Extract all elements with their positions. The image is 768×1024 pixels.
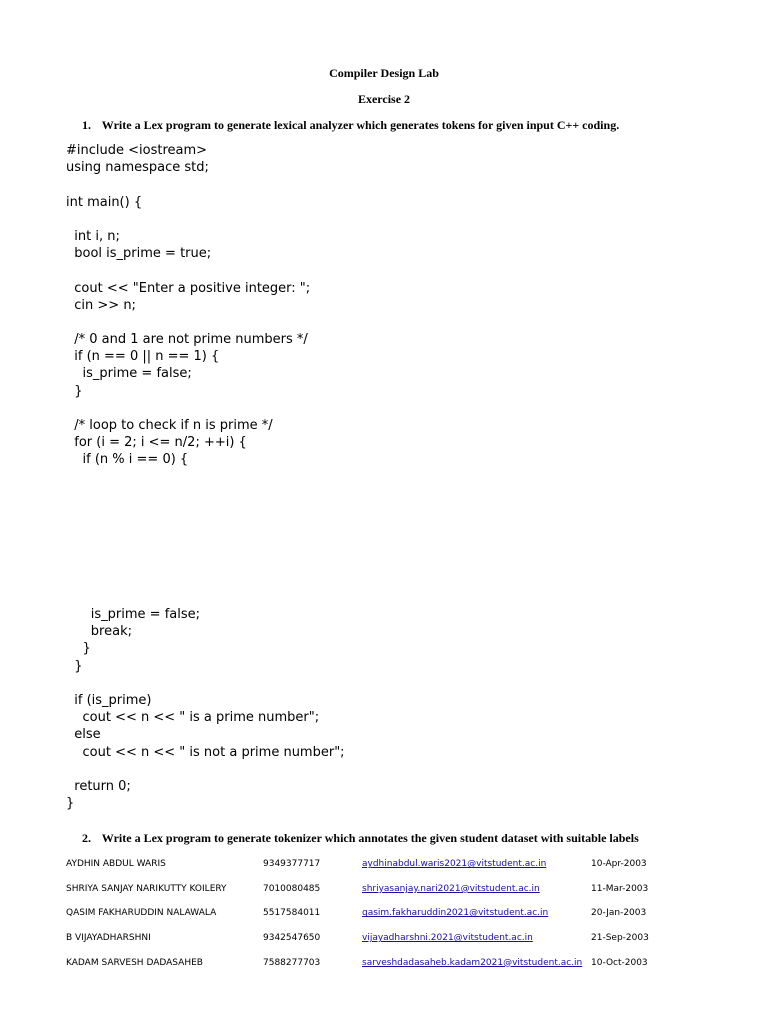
code-line: } xyxy=(66,641,91,657)
code-line: if (n % i == 0) { xyxy=(66,452,189,468)
student-name: AYDHIN ABDUL WARIS xyxy=(66,859,166,870)
code-line: is_prime = false; xyxy=(66,366,192,382)
student-phone: 9349377717 xyxy=(263,859,321,870)
student-row xyxy=(66,877,671,902)
code-line xyxy=(66,314,310,331)
code-line: /* loop to check if n is prime */ xyxy=(66,418,273,433)
student-email-cell xyxy=(362,926,591,951)
student-name-cell xyxy=(66,901,263,926)
document-title: Compiler Design Lab xyxy=(329,66,439,80)
student-dob-cell xyxy=(591,950,671,975)
code-line: cin >> n; xyxy=(66,297,136,313)
student-email-link[interactable]: qasim.fakharuddin2021@vitstudent.ac.in xyxy=(362,908,549,919)
student-email-cell xyxy=(362,852,591,877)
student-phone-cell xyxy=(263,950,362,975)
code-line: else xyxy=(66,727,101,743)
student-row xyxy=(66,950,671,975)
code-line: is_prime = false; xyxy=(66,607,201,622)
code-line xyxy=(66,211,310,228)
code-line: #include <iostream> xyxy=(66,143,208,158)
student-row xyxy=(66,926,671,951)
student-dob: 20-Jan-2003 xyxy=(591,908,647,919)
student-name-cell xyxy=(66,950,263,975)
student-email-cell xyxy=(362,901,591,926)
student-dataset-table xyxy=(66,852,671,975)
student-dob: 11-Mar-2003 xyxy=(591,883,649,894)
student-phone-cell xyxy=(263,926,362,951)
student-dob-cell xyxy=(591,926,671,951)
student-phone: 7010080485 xyxy=(263,883,321,894)
document-subtitle: Exercise 2 xyxy=(357,92,411,106)
question-2-number: 2. xyxy=(82,831,91,845)
student-name: SHRIYA SANJAY NARIKUTTY KOILERY xyxy=(66,883,227,894)
code-line: break; xyxy=(66,624,132,640)
code-line: } xyxy=(66,383,83,399)
student-dob: 10-Apr-2003 xyxy=(591,859,647,870)
code-line: return 0; xyxy=(66,778,131,794)
code-line xyxy=(66,400,310,417)
code-block-part-2 xyxy=(66,606,345,812)
student-name: KADAM SARVESH DADASAHEB xyxy=(66,957,203,968)
code-line: cout << "Enter a positive integer: "; xyxy=(66,280,311,296)
student-dob: 21-Sep-2003 xyxy=(591,933,649,944)
code-block-part-1 xyxy=(66,142,310,469)
code-line: } xyxy=(66,658,83,674)
student-phone-cell xyxy=(263,852,362,877)
code-line xyxy=(66,262,310,279)
code-line: cout << n << " is a prime number"; xyxy=(66,710,320,726)
student-name: B VIJAYADHARSHNI xyxy=(66,933,151,944)
code-line: int i, n; xyxy=(66,228,120,244)
student-name-cell xyxy=(66,852,263,877)
student-email-link[interactable]: shriyasanjay.nari2021@vitstudent.ac.in xyxy=(362,883,540,894)
student-name-cell xyxy=(66,877,263,902)
student-phone-cell xyxy=(263,877,362,902)
student-phone-cell xyxy=(263,901,362,926)
question-2 xyxy=(82,831,639,846)
student-email-link[interactable]: vijayadharshni.2021@vitstudent.ac.in xyxy=(362,933,533,944)
question-2-text: Write a Lex program to generate tokenizer which annotates the given student dataset with suitable labels xyxy=(101,831,639,845)
student-row xyxy=(66,901,671,926)
student-email-cell xyxy=(362,877,591,902)
code-line: int main() { xyxy=(66,194,143,210)
code-line: bool is_prime = true; xyxy=(66,246,212,262)
code-line: using namespace std; xyxy=(66,160,209,176)
code-line: cout << n << " is not a prime number"; xyxy=(66,744,345,760)
code-line: for (i = 2; i <= n/2; ++i) { xyxy=(66,435,247,451)
student-email-cell xyxy=(362,950,591,975)
student-name: QASIM FAKHARUDDIN NALAWALA xyxy=(66,908,217,919)
student-phone: 7588277703 xyxy=(263,957,321,968)
student-email-link[interactable]: aydhinabdul.waris2021@vitstudent.ac.in xyxy=(362,859,547,870)
code-line xyxy=(66,675,345,692)
code-line xyxy=(66,761,345,778)
code-line: if (n == 0 || n == 1) { xyxy=(66,349,220,365)
question-1 xyxy=(82,118,619,133)
student-phone: 9342547650 xyxy=(263,933,321,944)
student-phone: 5517584011 xyxy=(263,908,321,919)
code-line xyxy=(66,176,310,193)
code-line: /* 0 and 1 are not prime numbers */ xyxy=(66,332,308,348)
student-row xyxy=(66,852,671,877)
student-dob: 10-Oct-2003 xyxy=(591,957,648,968)
question-1-number: 1. xyxy=(82,118,91,132)
question-1-text: Write a Lex program to generate lexical analyzer which generates tokens for given input C++ coding. xyxy=(101,118,620,132)
code-line: } xyxy=(66,796,75,812)
student-dob-cell xyxy=(591,901,671,926)
student-email-link[interactable]: sarveshdadasaheb.kadam2021@vitstudent.ac.in xyxy=(362,957,583,968)
student-name-cell xyxy=(66,926,263,951)
code-line: if (is_prime) xyxy=(66,692,152,708)
student-dob-cell xyxy=(591,877,671,902)
student-dob-cell xyxy=(591,852,671,877)
